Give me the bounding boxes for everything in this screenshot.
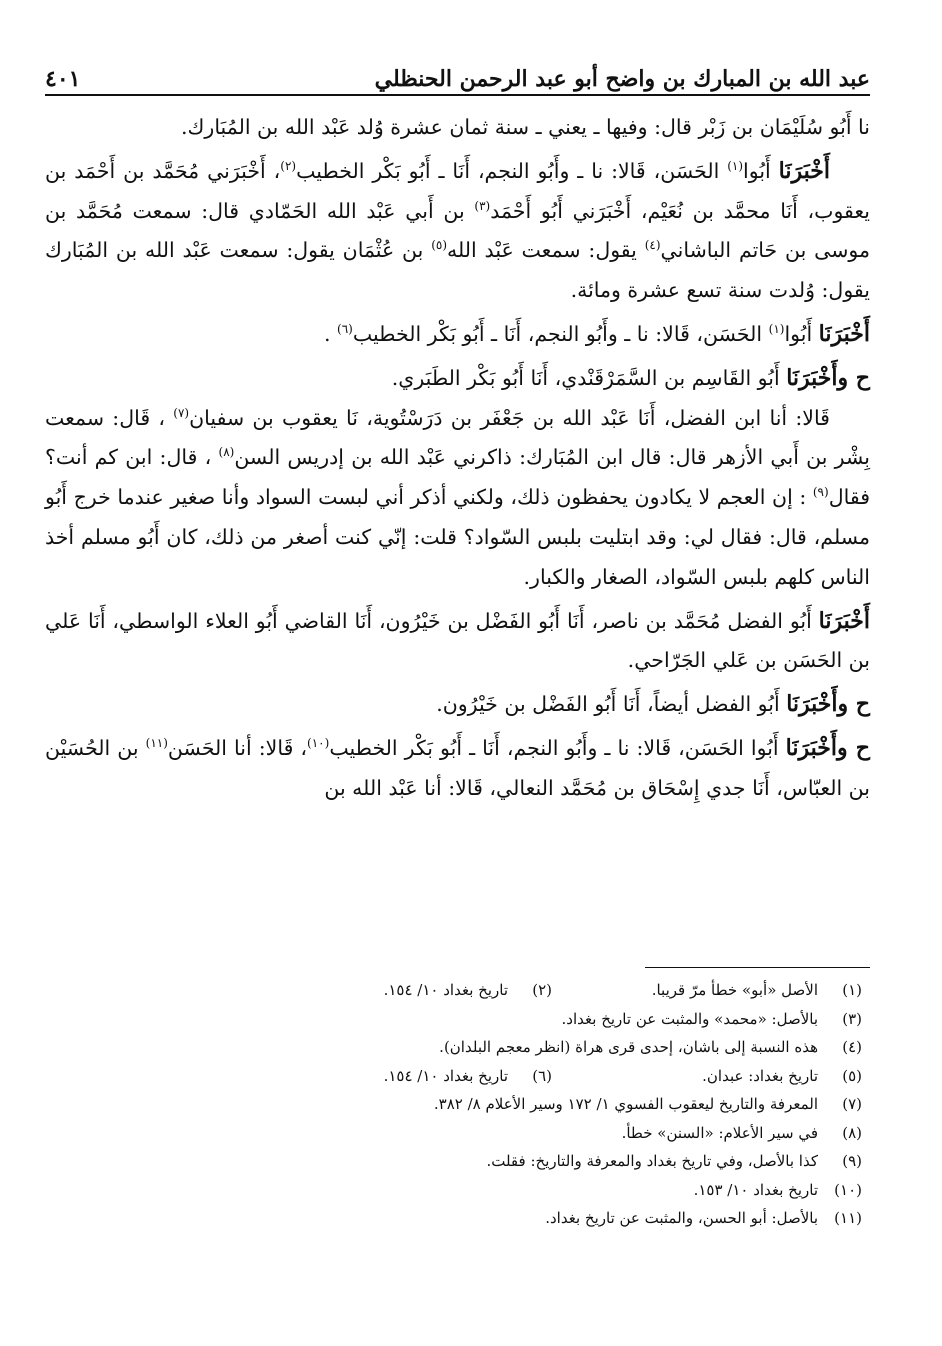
footnote-ref: (٢) bbox=[280, 158, 297, 173]
footnote-number: (١٠) bbox=[834, 1180, 862, 1199]
footnote-divider bbox=[645, 967, 870, 968]
footnote-text: تاريخ بغداد: عبدان. bbox=[702, 1066, 818, 1085]
paragraph-4 bbox=[45, 359, 870, 399]
footnote-text: تاريخ بغداد ١٠/ ١٥٤. bbox=[383, 1066, 508, 1085]
footnote-row bbox=[120, 976, 862, 1005]
footnote-row bbox=[120, 1147, 862, 1176]
paragraph-6 bbox=[45, 602, 870, 682]
header-title: عبد الله بن المبارك بن واضح أبو عبد الرحمن الحنظلي bbox=[374, 66, 870, 92]
footnote-text: الأصل «أبو» خطأ مرّ قريبا. bbox=[651, 981, 818, 999]
footnote-ref: (٦) bbox=[337, 322, 353, 337]
text-segment: ، قَالا: أنا الحَسَن bbox=[167, 735, 308, 760]
keyword-akhbarana: أَخْبَرَنَا bbox=[818, 320, 870, 347]
footnote-item bbox=[552, 1062, 862, 1091]
footnote-row bbox=[120, 1119, 862, 1148]
text-segment: أَبُوا bbox=[743, 158, 779, 183]
keyword-akhbarana: أَخْبَرَنَا bbox=[778, 157, 830, 184]
text-segment: ، قَال: سمعت بِشْر بن أَبي الأزهر قال: قال ابن المُبَارك: ذاكرني عَبْد الله بن إدريس السن bbox=[45, 405, 870, 470]
footnote-item bbox=[622, 1119, 862, 1148]
page-number: ٤٠١ bbox=[45, 66, 81, 92]
text-segment: أَبُو القَاسِم بن السَّمَرْقَنْدي، أَنَا أَبُو بَكْر الطَبَري. bbox=[391, 365, 787, 390]
footnote-item bbox=[562, 1005, 862, 1034]
text-segment: بن أَبي عَبْد الله الحَمّادي قال: سمعت مُحَمَّد بن موسى بن حَاتم الباشاني bbox=[45, 198, 870, 263]
footnote-ref: (١٠) bbox=[307, 736, 330, 751]
text-segment: قَالا: أنا ابن الفضل، أَنَا عَبْد الله بن جَعْفَر بن دَرَسْتُوية، نَا يعقوب بن سفيان bbox=[189, 405, 830, 430]
footnote-item bbox=[439, 1033, 862, 1062]
text-segment: أَبُوا الحَسَن، قَالا: نا ـ وأَبُو النجم، أَنَا ـ أَبُو بَكْر الخطيب bbox=[329, 735, 786, 760]
text-segment: أَبُو الفضل أيضاً، أَنَا أَبُو الفَضْل بن خَيْرُون. bbox=[436, 692, 787, 717]
footnote-ref: (١) bbox=[768, 322, 785, 337]
footnote-ref: (٥) bbox=[431, 238, 448, 253]
text-segment: الحَسَن، قَالا: نا ـ وأَبُو النجم، أَنَا ـ أَبُو بَكْر الخطيب bbox=[296, 158, 728, 183]
paragraph-7 bbox=[45, 685, 870, 725]
text-segment: بن عُثْمَان يقول: سمعت عَبْد الله بن المُبَارك يقول: وُلدت سنة تسع عشرة ومائة. bbox=[45, 238, 870, 303]
footnote-item bbox=[545, 1204, 862, 1233]
footnote-text: بالأصل: «محمد» والمثبت عن تاريخ بغداد. bbox=[561, 1009, 818, 1028]
footnote-ref: (١١) bbox=[145, 736, 168, 751]
footnote-ref: (١) bbox=[727, 158, 744, 173]
footnote-item bbox=[694, 1176, 862, 1205]
footnote-text: المعرفة والتاريخ ليعقوب الفسوي ١/ ١٧٢ وسير الأعلام ٨/ ٣٨٢. bbox=[433, 1095, 818, 1113]
footnote-number: (٧) bbox=[842, 1095, 862, 1113]
footnote-text: بالأصل: أبو الحسن، والمثبت عن تاريخ بغداد. bbox=[545, 1209, 818, 1227]
footnote-ref: (٨) bbox=[218, 445, 235, 460]
footnote-number: (٨) bbox=[842, 1123, 862, 1142]
footnote-item bbox=[486, 1147, 862, 1176]
footnote-number: (١١) bbox=[834, 1209, 862, 1227]
footnote-row bbox=[120, 1090, 862, 1119]
text-segment: . bbox=[323, 321, 338, 346]
footnote-text: تاريخ بغداد ١٠/ ١٥٣. bbox=[693, 1180, 818, 1199]
text-segment: أَبُو الفضل مُحَمَّد بن ناصر، أَنَا أَبُو الفَضْل بن خَيْرُون، أَنَا القاضي أَبُو العلاء الواسطي، أَنَا عَلي بن الحَسَن بن عَلي الجَرّاحي. bbox=[45, 608, 870, 673]
text-segment: ، قال: ابن كم أنت؟ فقال bbox=[45, 445, 870, 510]
footnote-ref: (٣) bbox=[474, 198, 491, 213]
keyword-wa-akhbarana: ح وأَخْبَرَنَا bbox=[785, 734, 870, 761]
paragraph-8 bbox=[45, 729, 870, 809]
footnote-number: (٢) bbox=[532, 981, 552, 999]
footnote-item bbox=[434, 1090, 862, 1119]
keyword-wa-akhbarana: ح وأَخْبَرَنَا bbox=[786, 691, 870, 718]
keyword-akhbarana: أَخْبَرَنَا bbox=[818, 607, 870, 634]
footnote-number: (٤) bbox=[842, 1038, 862, 1056]
footnote-ref: (٧) bbox=[173, 405, 190, 420]
footnote-text: كذا بالأصل، وفي تاريخ بغداد والمعرفة والتاريخ: فقلت. bbox=[486, 1152, 818, 1170]
footnote-row bbox=[120, 1033, 862, 1062]
footnote-row bbox=[120, 1062, 862, 1091]
footnote-item bbox=[384, 1062, 552, 1091]
paragraph-5 bbox=[45, 399, 870, 598]
footnote-text: هذه النسبة إلى باشان، إحدى قرى هراة (انظر معجم البلدان). bbox=[439, 1038, 818, 1056]
text-segment: بن الحُسَيْن بن العبّاس، أَنَا جدي إِسْحَاق بن مُحَمَّد النعالي، قَالا: أنا عَبْد الله بن bbox=[45, 735, 870, 800]
footnote-number: (١) bbox=[842, 981, 862, 999]
main-text bbox=[45, 108, 870, 809]
footnote-item bbox=[384, 976, 552, 1005]
paragraph-1: نا أَبُو سُلَيْمَان بن زَبْر قال: وفيها ـ يعني ـ سنة ثمان عشرة وُلد عَبْد الله بن المُبَارك. bbox=[181, 115, 870, 139]
text-segment: ، أَخْبَرَني مُحَمَّد بن أَحْمَد بن يعقوب، أَنَا محمَّد بن نُعَيْم، أَخْبَرَني أَبُو أَحْمَد bbox=[45, 158, 870, 223]
text-segment: أَبُوا bbox=[784, 321, 819, 346]
footnote-row bbox=[120, 1204, 862, 1233]
running-header bbox=[45, 52, 870, 92]
header-divider bbox=[45, 94, 870, 96]
text-segment: الحَسَن، قَالا: نا ـ وأَبُو النجم، أَنَا ـ أَبُو بَكْر الخطيب bbox=[352, 321, 769, 346]
footnote-number: (٦) bbox=[532, 1066, 552, 1085]
footnote-text: في سير الأعلام: «السنن» خطأ. bbox=[621, 1123, 818, 1142]
footnote-ref: (٤) bbox=[644, 238, 661, 253]
footnote-text: تاريخ بغداد ١٠/ ١٥٤. bbox=[383, 981, 508, 999]
paragraph-3 bbox=[45, 315, 870, 355]
footnote-ref: (٩) bbox=[812, 485, 829, 500]
footnotes bbox=[120, 976, 862, 1233]
footnote-number: (٣) bbox=[842, 1009, 862, 1028]
paragraph-2 bbox=[45, 152, 870, 311]
footnote-number: (٩) bbox=[842, 1152, 862, 1170]
text-segment: يقول: سمعت عَبْد الله bbox=[447, 238, 645, 263]
keyword-wa-akhbarana: ح وأَخْبَرَنَا bbox=[786, 364, 870, 391]
footnote-number: (٥) bbox=[842, 1066, 862, 1085]
text-segment: : إن العجم لا يكادون يحفظون ذلك، ولكني أذكر أني لبست السواد وأنا صغير عندما خرج أَبُو مسلم، قال: فقال لي: وقد ابتليت بلبس السّواد؟ قلت: إنّي كنت أصغر من ذلك، كان أَبُو مسلم أخذ الناس كلهم بلبس السّواد، الصغار والكبار. bbox=[45, 485, 870, 589]
footnote-row bbox=[120, 1176, 862, 1205]
footnote-item bbox=[552, 976, 862, 1005]
footnote-row bbox=[120, 1005, 862, 1034]
